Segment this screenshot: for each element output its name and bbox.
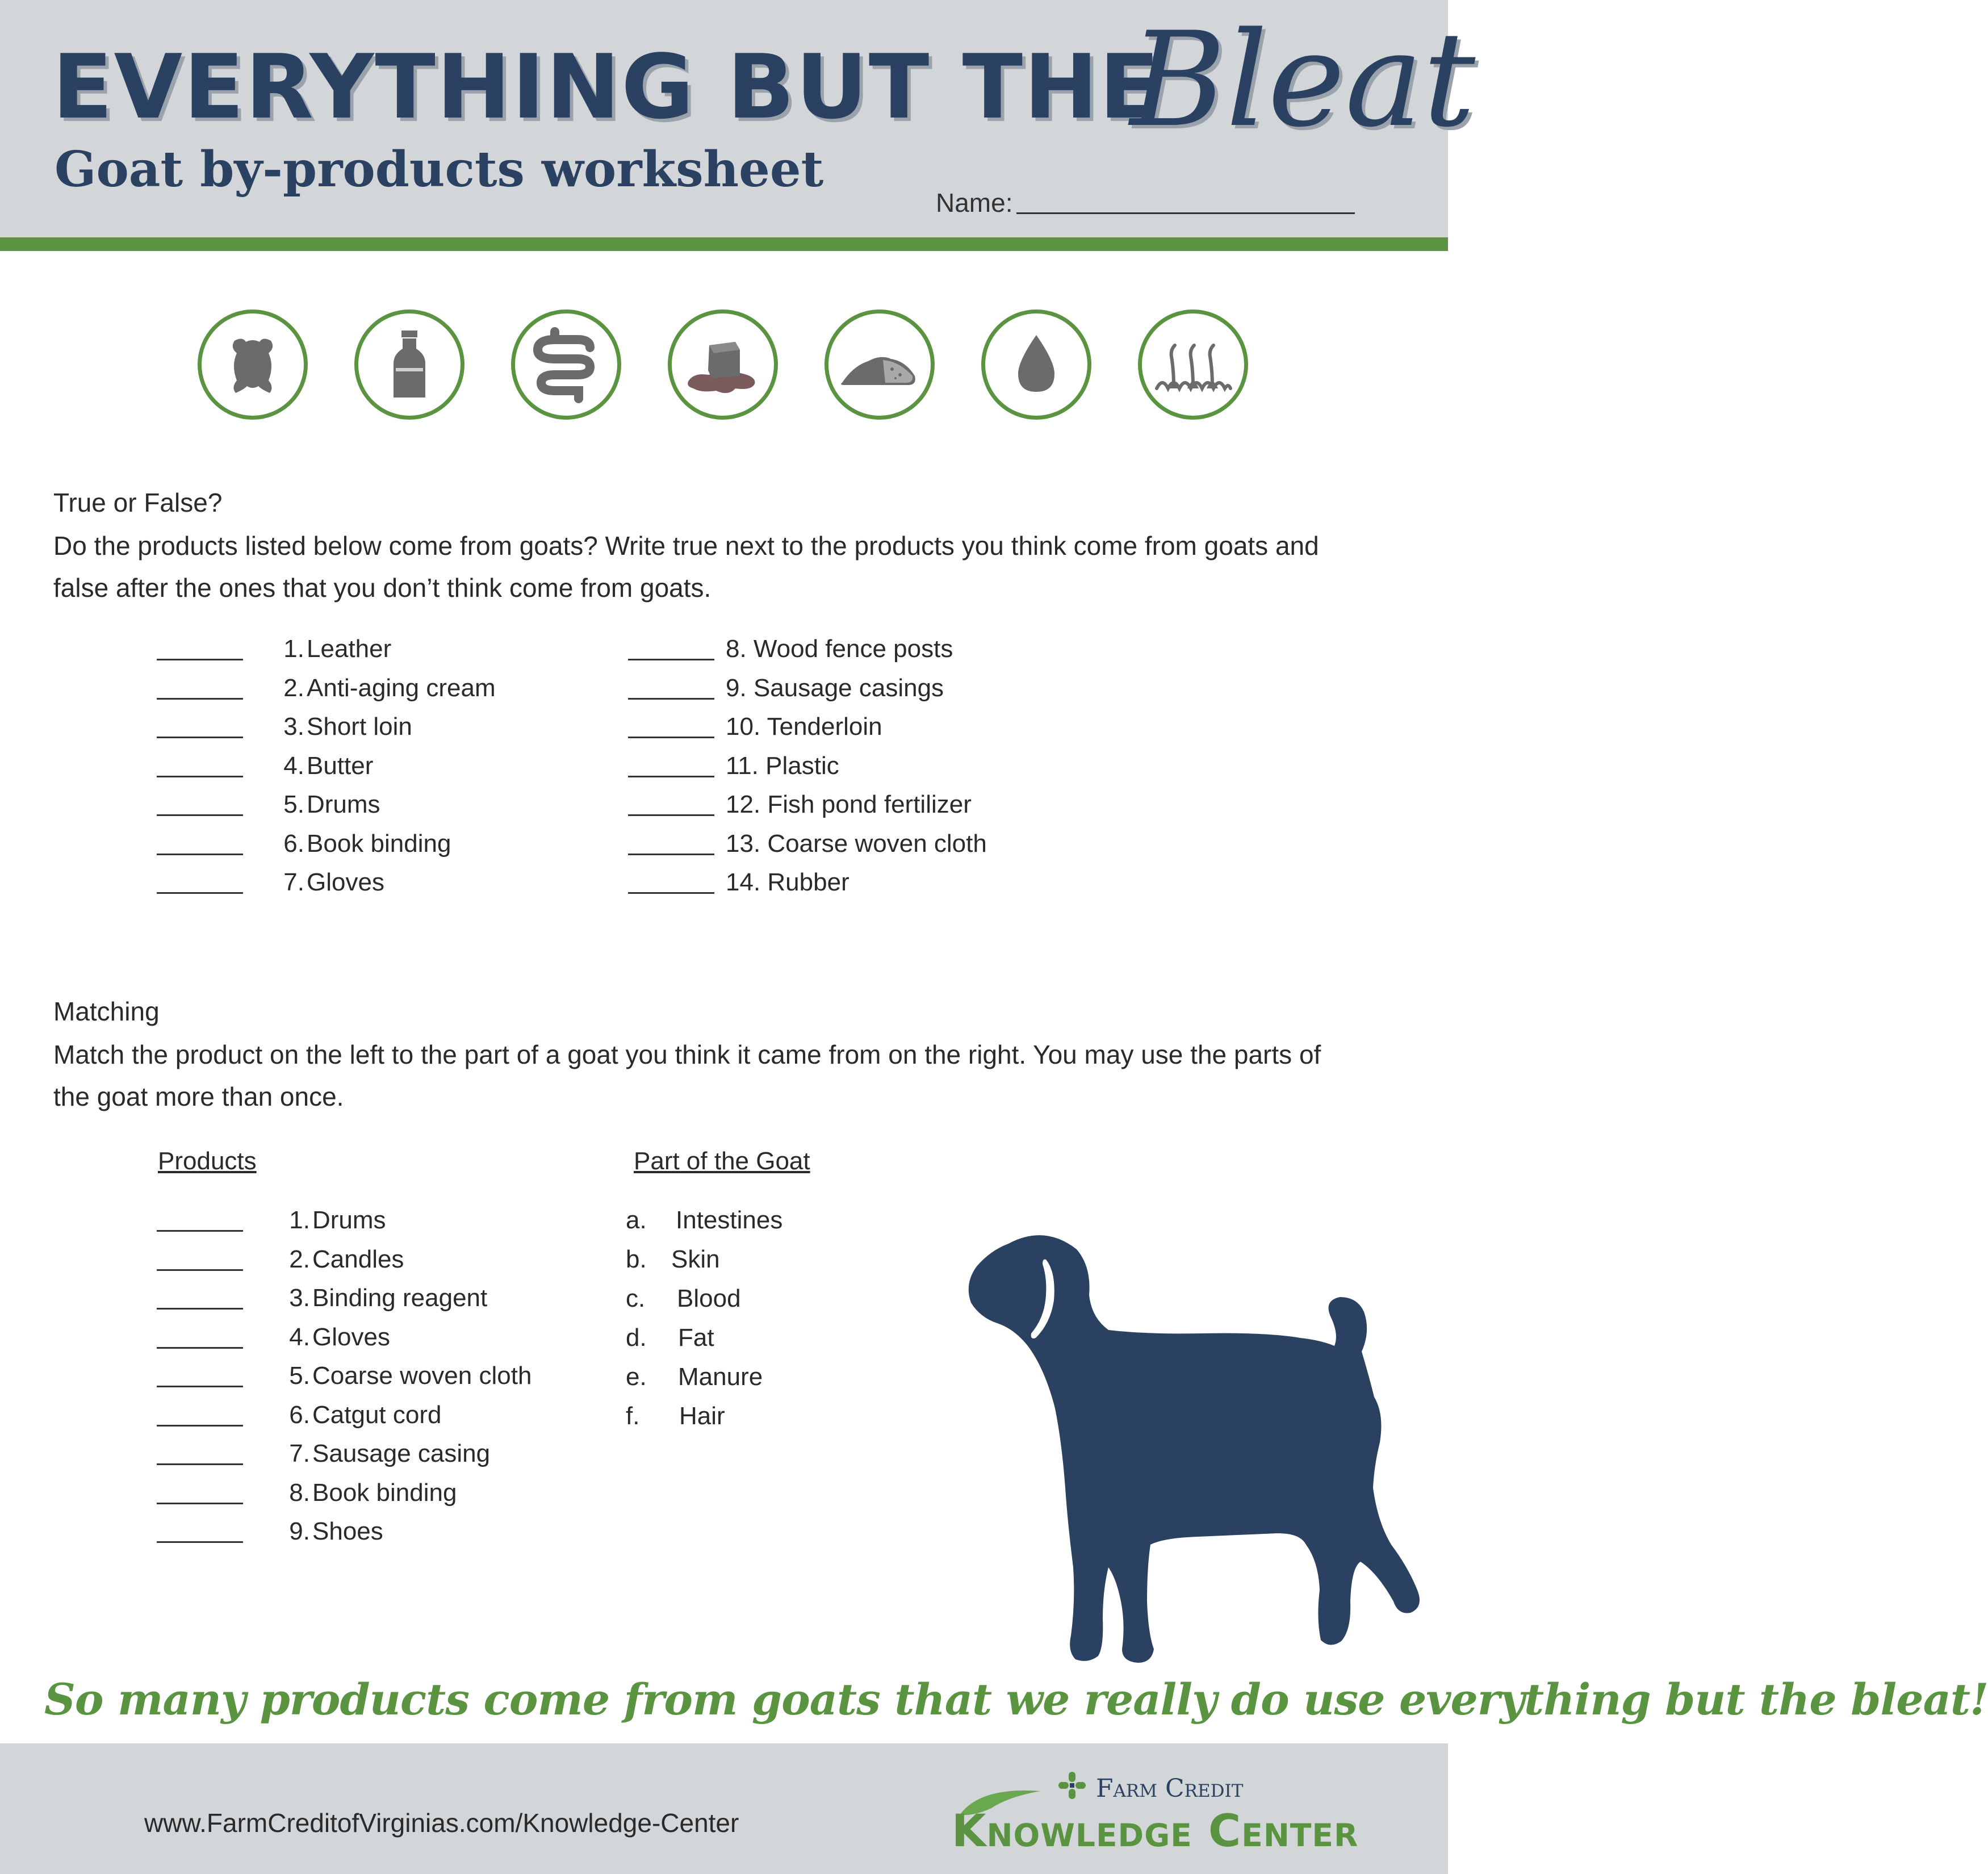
answer-blank[interactable]: [157, 1386, 243, 1387]
list-item: 14. Rubber: [628, 868, 1082, 907]
name-field[interactable]: [1016, 212, 1355, 214]
worksheet-title-script: Bleat: [1130, 5, 1476, 156]
list-item: 4. Gloves: [157, 1323, 554, 1362]
answer-blank[interactable]: [628, 737, 714, 738]
list-item: 6. Book binding: [157, 830, 554, 869]
answer-blank[interactable]: [157, 698, 243, 700]
list-item: 8. Book binding: [157, 1479, 554, 1518]
answer-blank[interactable]: [157, 1425, 243, 1427]
matching-instructions: Match the product on the left to the part of a goat you think it came from on the right. You may use the parts of the goat more than once.: [53, 1040, 1321, 1111]
worksheet-subtitle: Goat by-products worksheet: [55, 141, 824, 198]
list-item: 10. Tenderloin: [628, 713, 1082, 752]
hide-icon: [198, 309, 308, 420]
true-false-instructions: Do the products listed below come from goats? Write true next to the products you think come from goats and false after the ones that you don’t think come from goats.: [53, 531, 1319, 603]
name-label: Name:: [936, 188, 1013, 217]
list-item: 11. Plastic: [628, 752, 1082, 791]
list-item: 4. Butter: [157, 752, 554, 791]
list-item: 9. Sausage casings: [628, 674, 1082, 713]
website-link[interactable]: www.FarmCreditofVirginias.com/Knowledge-Center: [144, 1808, 739, 1838]
answer-blank[interactable]: [157, 854, 243, 855]
intestines-icon: [511, 309, 621, 420]
true-false-list-left: [157, 635, 554, 907]
answer-blank[interactable]: [157, 1308, 243, 1310]
list-item: 5. Coarse woven cloth: [157, 1362, 554, 1401]
list-item: 2. Candles: [157, 1245, 554, 1285]
farm-credit-logo-icon: [1056, 1770, 1088, 1801]
answer-blank[interactable]: [157, 1503, 243, 1504]
list-item: 3. Binding reagent: [157, 1284, 554, 1323]
list-item: 12. Fish pond fertilizer: [628, 790, 1082, 830]
answer-blank[interactable]: [157, 1269, 243, 1271]
list-item: 9. Shoes: [157, 1517, 554, 1557]
list-item: 7. Gloves: [157, 868, 554, 907]
list-item: 3. Short loin: [157, 713, 554, 752]
answer-blank[interactable]: [628, 892, 714, 894]
list-item: 13. Coarse woven cloth: [628, 830, 1082, 869]
list-item: 8. Wood fence posts: [628, 635, 1082, 674]
logo-farm-credit: Farm Credit: [1096, 1774, 1244, 1803]
answer-blank[interactable]: [628, 854, 714, 855]
answer-blank[interactable]: [157, 892, 243, 894]
list-item: 6. Catgut cord: [157, 1401, 554, 1440]
logo-knowledge-center: Knowledge Center: [952, 1806, 1359, 1857]
answer-blank[interactable]: [157, 814, 243, 816]
answer-blank[interactable]: [628, 814, 714, 816]
answer-blank[interactable]: [628, 776, 714, 777]
answer-blank[interactable]: [157, 776, 243, 777]
list-item: 5. Drums: [157, 790, 554, 830]
list-item: 1. Drums: [157, 1206, 554, 1245]
bone-meal-icon: [825, 309, 935, 420]
true-false-heading: True or False?: [53, 488, 223, 517]
answer-blank[interactable]: [157, 1463, 243, 1465]
matching-heading: Matching: [53, 997, 160, 1026]
list-item: 1. Leather: [157, 635, 554, 674]
true-false-list-right: [628, 635, 1082, 907]
slogan: So many products come from goats that we really do use everything but the bleat!: [44, 1674, 1988, 1725]
answer-blank[interactable]: [628, 698, 714, 700]
hair-icon: [1138, 309, 1248, 420]
answer-blank[interactable]: [157, 659, 243, 660]
gelatin-icon: [668, 309, 778, 420]
milk-bottle-icon: [354, 309, 464, 420]
header-divider: [0, 237, 1448, 251]
answer-blank[interactable]: [157, 1230, 243, 1232]
answer-blank[interactable]: [157, 1541, 243, 1543]
answer-blank[interactable]: [628, 659, 714, 660]
answer-blank[interactable]: [157, 737, 243, 738]
answer-blank[interactable]: [157, 1347, 243, 1349]
parts-column-header: Part of the Goat: [634, 1147, 810, 1175]
fat-drop-icon: [981, 309, 1091, 420]
matching-products-list: [157, 1206, 554, 1557]
byproduct-icon-row: [198, 309, 1254, 426]
list-item: 7. Sausage casing: [157, 1440, 554, 1479]
worksheet-title: EVERYTHING BUT THE: [52, 35, 1161, 139]
products-column-header: Products: [158, 1147, 257, 1175]
goat-silhouette: [960, 1227, 1431, 1670]
list-item: 2. Anti-aging cream: [157, 674, 554, 713]
